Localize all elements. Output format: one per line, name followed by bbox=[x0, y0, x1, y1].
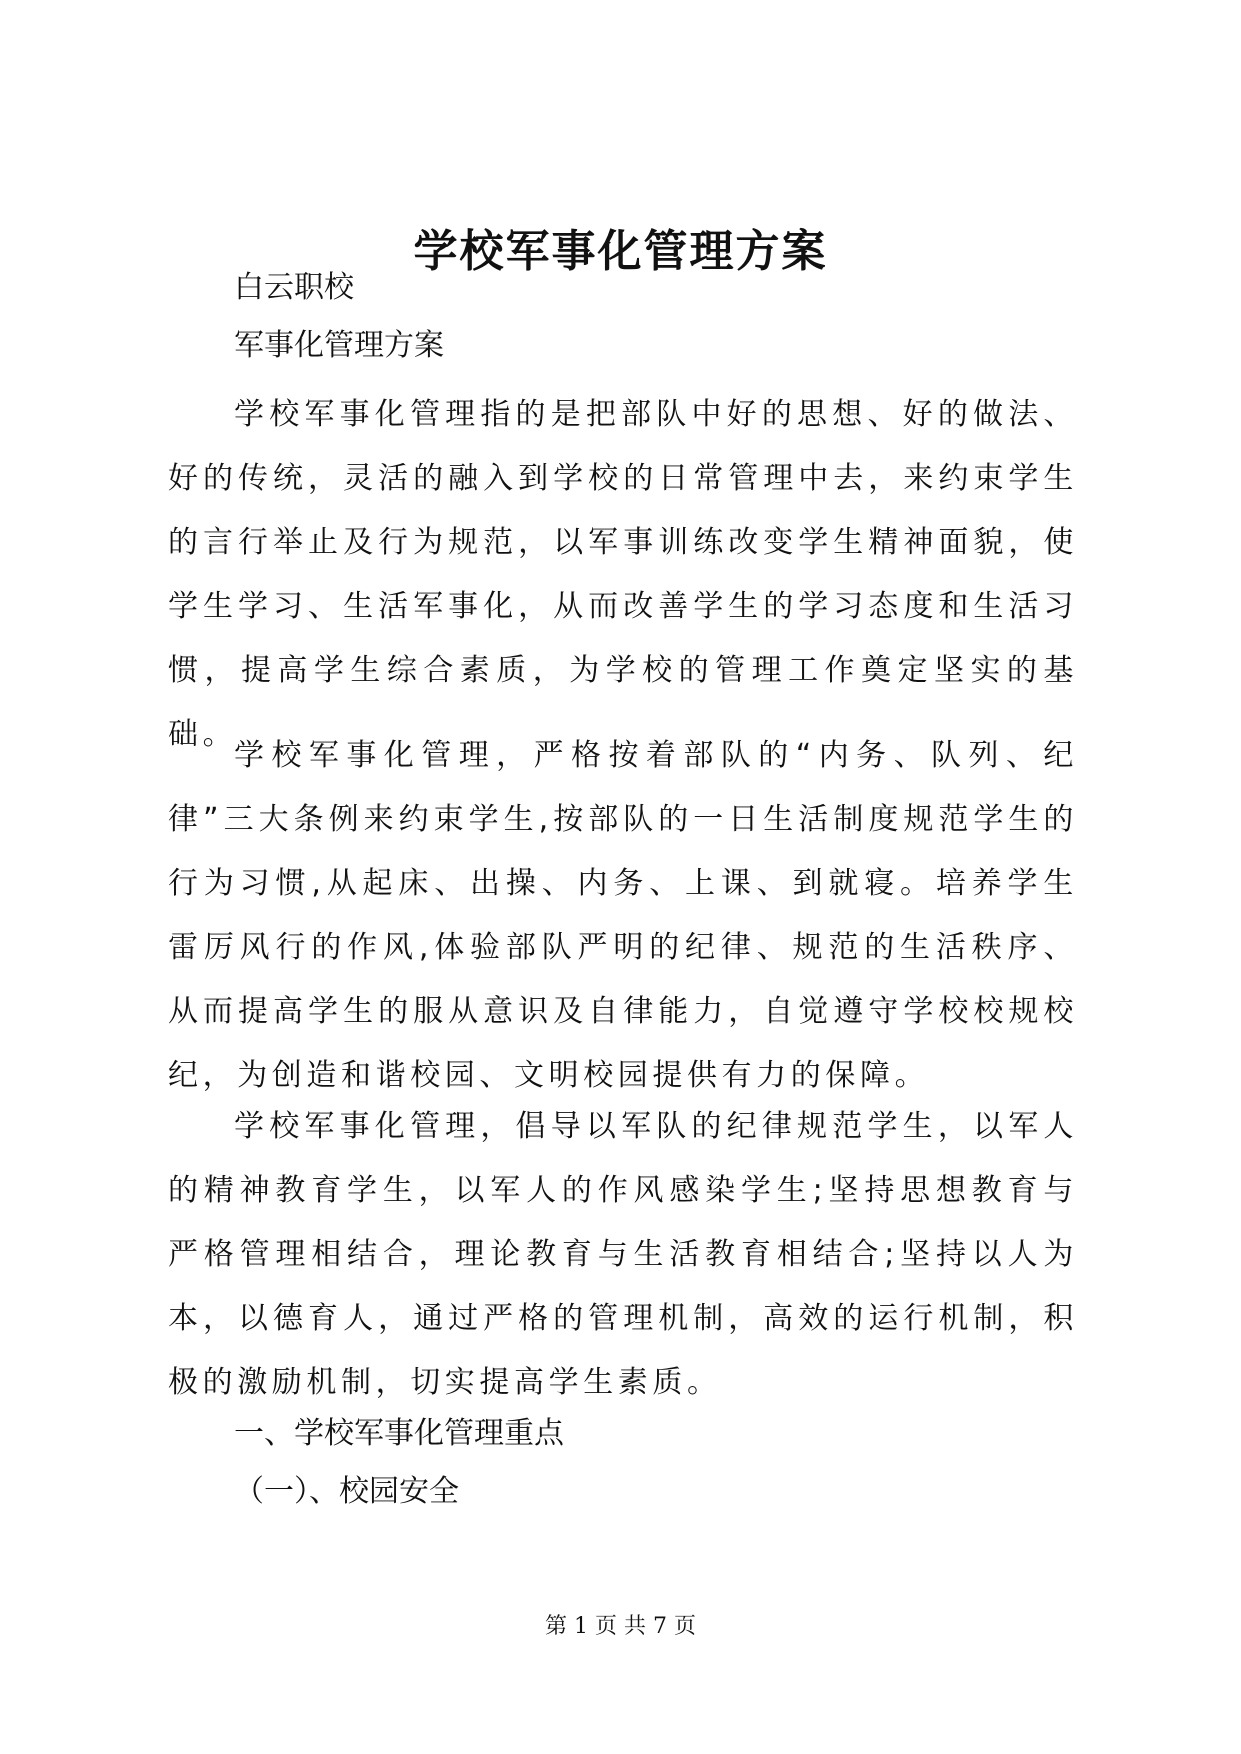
document-title: 学校军事化管理方案 bbox=[413, 226, 828, 277]
page-number-footer: 第 1 页 共 7 页 bbox=[545, 1614, 696, 1639]
subsection-heading: （一）、校园安全 bbox=[234, 1474, 459, 1509]
paragraph-regulations: 学校军事化管理，严格按着部队的“内务、队列、纪律”三大条例来约束学生,按部队的一日生活制度规范学生的行为习惯,从起床、出操、内务、上课、到就寝。培养学生雷厉风行的作风,体验部队严明的纪律、规范的生活秩序、从而提高学生的服从意识及自律能力，自觉遵守学校校规校纪，为创造和谐校园、文明校园提供有力的保障。 bbox=[168, 738, 1078, 1093]
paragraph-principles: 学校军事化管理，倡导以军队的纪律规范学生，以军人的精神教育学生，以军人的作风感染学生;坚持思想教育与严格管理相结合，理论教育与生活教育相结合;坚持以人为本，以德育人，通过严格的管理机制，高效的运行机制，积极的激励机制，切实提高学生素质。 bbox=[168, 1109, 1078, 1400]
document-subtitle: 军事化管理方案 bbox=[234, 328, 444, 363]
school-name: 白云职校 bbox=[234, 270, 354, 305]
section-heading: 一、学校军事化管理重点 bbox=[234, 1416, 564, 1451]
paragraph-intro: 学校军事化管理指的是把部队中好的思想、好的做法、好的传统，灵活的融入到学校的日常管理中去，来约束学生的言行举止及行为规范，以军事训练改变学生精神面貌，使学生学习、生活军事化，从而改善学生的学习态度和生活习惯，提高学生综合素质，为学校的管理工作奠定坚实的基础。 bbox=[168, 397, 1078, 752]
